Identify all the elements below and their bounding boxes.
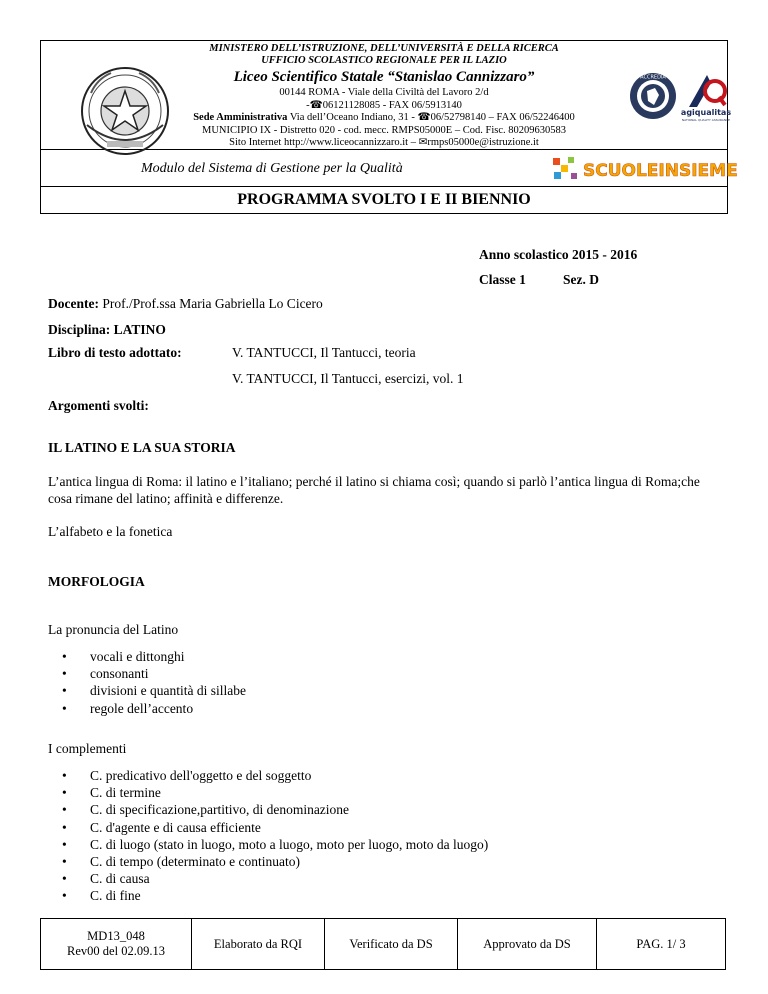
ministry-line: MINISTERO DELL’ISTRUZIONE, DELL’UNIVERSITÀ E DELLA RICERCA	[209, 43, 559, 54]
list-item: • divisioni e quantità di sillabe	[48, 682, 246, 699]
list-item: • C. di causa	[48, 870, 488, 887]
module-label: Modulo del Sistema di Gestione per la Qualità	[141, 161, 403, 176]
list-item: • C. di specificazione,partitivo, di denominazione	[48, 801, 488, 818]
agiqualitas-logo-subtext: NATIONAL QUALITY ASSURANCE	[681, 118, 731, 122]
list-item: • C. di luogo (stato in luogo, moto a luogo, moto per luogo, moto da luogo)	[48, 836, 488, 853]
footer-doc-code: MD13_048	[87, 929, 145, 943]
website-line: Sito Internet http://www.liceocannizzaro.it – ✉rmps05000e@istruzione.it	[229, 137, 539, 148]
school-year: Anno scolastico 2015 - 2016	[479, 247, 638, 262]
list-item: • C. di tempo (determinato e continuato)	[48, 853, 488, 870]
list-item: • consonanti	[48, 665, 246, 682]
teacher-name: Prof./Prof.ssa Maria Gabriella Lo Cicero	[98, 296, 323, 311]
phone-line: -☎06121128085 - FAX 06/5913140	[306, 99, 462, 111]
accredia-logo-icon	[628, 71, 678, 121]
list-item: • vocali e dittonghi	[48, 648, 246, 665]
document-header	[40, 40, 738, 214]
list-item: • C. predicativo dell'oggetto e del soggetto	[48, 767, 488, 784]
textbook-2: V. TANTUCCI, Il Tantucci, esercizi, vol. 1	[232, 371, 464, 386]
class-label: Classe 1	[479, 272, 526, 287]
footer-elaborato: Elaborato da RQI	[192, 919, 325, 970]
office-line: UFFICIO SCOLASTICO REGIONALE PER IL LAZIO	[261, 55, 507, 66]
teacher-label: Docente:	[48, 296, 99, 311]
section-heading-morfologia: MORFOLOGIA	[48, 574, 145, 589]
municipio-line: MUNICIPIO IX - Distretto 020 - cod. mecc. RMPS05000E – Cod. Fisc. 80209630583	[202, 124, 566, 136]
section-heading-storia: IL LATINO E LA SUA STORIA	[48, 440, 236, 455]
agiqualitas-logo-icon	[681, 69, 731, 125]
scuoleinsieme-logo-text: SCUOLEINSIEME	[583, 161, 738, 181]
footer-revision: Rev00 del 02.09.13	[67, 944, 165, 958]
scuoleinsieme-logo-icon	[551, 155, 738, 183]
footer-approvato: Approvato da DS	[458, 919, 597, 970]
pronuncia-list	[48, 648, 246, 717]
footer-doc-code-cell	[41, 919, 192, 970]
footer-verificato: Verificato da DS	[325, 919, 458, 970]
list-item: • C. d'agente e di causa efficiente	[48, 819, 488, 836]
list-item: • C. di termine	[48, 784, 488, 801]
complementi-list	[48, 767, 488, 905]
textbook-label: Libro di testo adottato:	[48, 345, 182, 360]
teacher-line	[48, 296, 323, 312]
footer-page-number: PAG. 1/ 3	[597, 919, 726, 970]
document-footer	[40, 918, 726, 970]
complementi-heading: I complementi	[48, 741, 127, 756]
sede-text: Via dell’Oceano Indiano, 31 - ☎06/52798140 – FAX 06/52246400	[287, 112, 575, 123]
list-item: • regole dell’accento	[48, 700, 246, 717]
header-text	[151, 43, 617, 150]
section-label: Sez. D	[563, 272, 599, 287]
list-item: • C. di fine	[48, 887, 488, 904]
pronuncia-heading: La pronuncia del Latino	[48, 622, 179, 637]
accredia-logo-text: ACCREDIA	[640, 74, 666, 81]
document-title: PROGRAMMA SVOLTO I E II BIENNIO	[237, 191, 531, 208]
address-line: 00144 ROMA - Viale della Civiltà del Lavoro 2/d	[279, 87, 489, 98]
header-institution-block	[41, 41, 732, 150]
alfabeto-paragraph: L’alfabeto e la fonetica	[48, 524, 173, 539]
storia-paragraph: L’antica lingua di Roma: il latino e l’italiano; perché il latino si chiama così; quando si parlò l’antica lingua di Roma;che cosa rimane del latino; affinità e differenze.	[48, 474, 700, 506]
sede-line	[151, 112, 617, 125]
topics-heading: Argomenti svolti:	[48, 398, 149, 413]
agiqualitas-logo-text: agiqualitas	[680, 108, 732, 117]
school-name: Liceo Scientifico Statale “Stanislao Cannizzaro”	[233, 69, 535, 85]
sede-label: Sede Amministrativa	[193, 112, 288, 123]
textbook-1: V. TANTUCCI, Il Tantucci, teoria	[232, 345, 416, 360]
subject-line: Disciplina: LATINO	[48, 322, 166, 337]
header-module-row	[41, 150, 738, 187]
